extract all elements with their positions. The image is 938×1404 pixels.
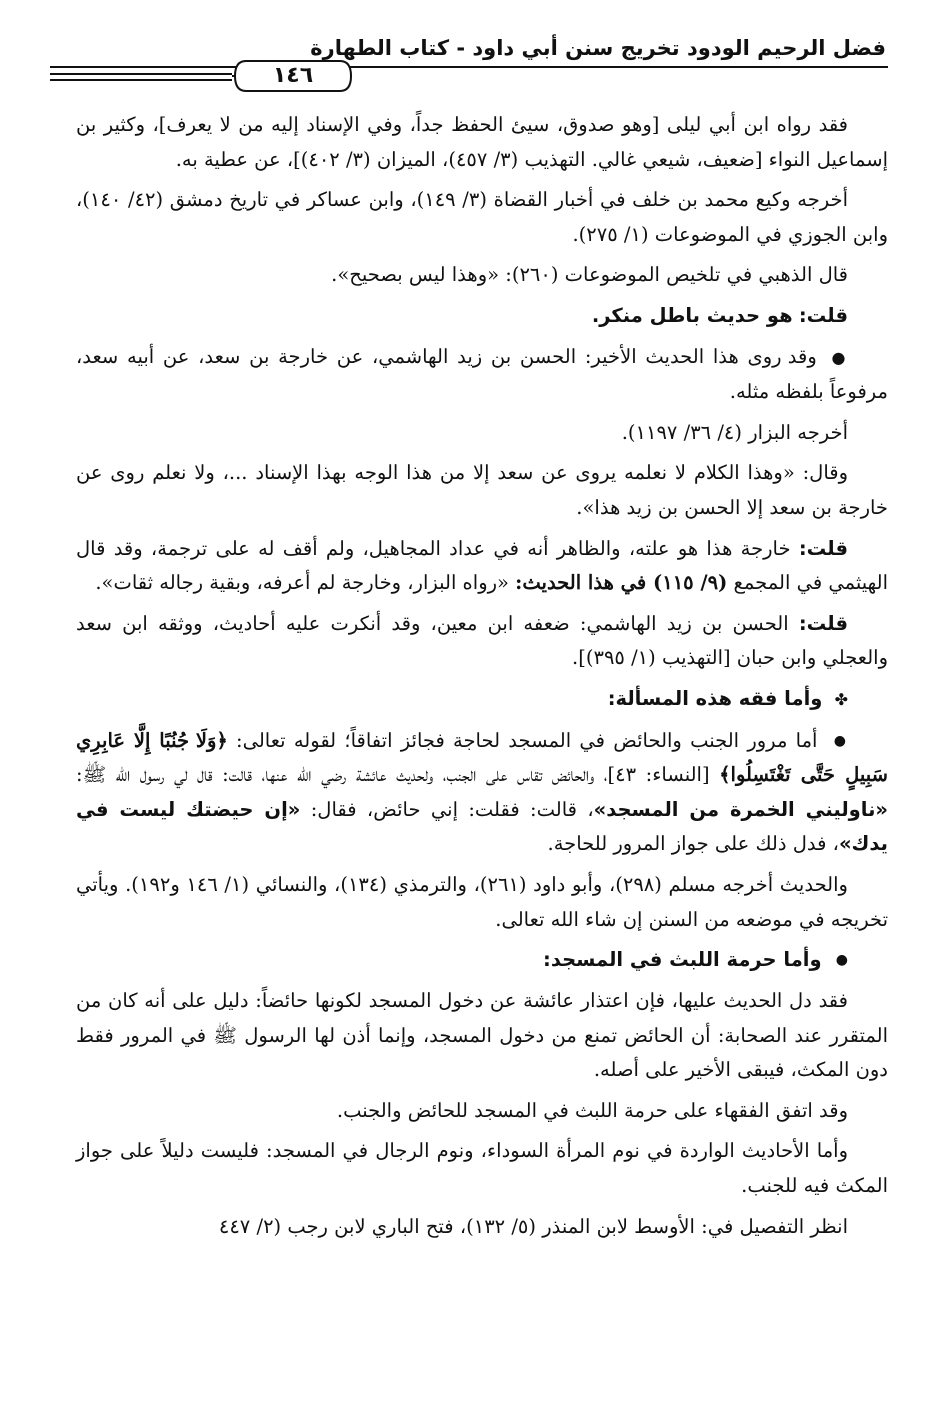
section-heading [76, 682, 888, 718]
note-label: قلت: [798, 303, 848, 327]
paragraph [76, 532, 888, 601]
header-rule [50, 66, 888, 68]
paragraph: أخرجه البزار (٤/ ٣٦/ ١١٩٧). [621, 420, 848, 444]
paragraph-text: وقد روى هذا الحديث الأخير: الحسن بن زيد الهاشمي، عن خارجة بن سعد، عن أبيه سعد، مرفوعاً بلفظه مثله. [76, 344, 888, 404]
section-heading [76, 943, 888, 978]
paragraph [76, 299, 888, 334]
page-body [76, 108, 888, 1250]
paragraph [76, 607, 888, 676]
hadith-text: «ناوليني الخمرة من المسجد» [593, 797, 889, 821]
page-number: ١٤٦ [272, 63, 314, 88]
paragraph-text: ، فدل ذلك على جواز المرور للحاجة. [547, 832, 839, 856]
header-rule-left [50, 73, 232, 75]
paragraph-text: خارجة هذا هو علته، والظاهر أنه في عداد المجاهيل، ولم أقف له على ترجمة، وقد قال الهيثمي في المجمع [76, 536, 888, 595]
page-number-badge [232, 58, 354, 94]
paragraph-text: الحسن بن زيد الهاشمي: ضعفه ابن معين، وقد أنكرت عليه أحاديث، ووثقه ابن سعد والعجلي وابن حبان [التهذيب (١/ ٣٩٥)]. [76, 611, 888, 670]
paragraph: انظر التفصيل في: الأوسط لابن المنذر (٥/ ١٣٢)، فتح الباري لابن رجب (٢/ ٤٤٧ [218, 1214, 848, 1238]
note-label: قلت: [798, 536, 848, 560]
paragraph: قال الذهبي في تلخيص الموضوعات (٢٦٠): «وهذا ليس بصحيح». [331, 263, 848, 287]
bullet-icon: ● [833, 732, 848, 749]
paragraph: أخرجه وكيع محمد بن خلف في أخبار القضاة (٣/ ١٤٩)، وابن عساكر في تاريخ دمشق (٤٢/ ١٤٠)، وابن الجوزي في الموضوعات (١/ ٢٧٥). [76, 188, 888, 246]
running-title: فضل الرحيم الودود تخريج سنن أبي داود - كتاب الطهارة [310, 36, 886, 60]
quran-verse: ﴿وَلَا جُنُبًا إِلَّا عَابِرِي سَبِيلٍ حَتَّى تَغْتَسِلُوا﴾ [76, 728, 888, 787]
bullet-icon: ● [835, 952, 848, 969]
quotation: «رواه البزار، وخارجة لم أعرفه، وبقية رجاله ثقات». [95, 571, 509, 595]
paragraph-text: أما مرور الجنب والحائض في المسجد لحاجة فجائز اتفاقاً؛ لقوله تعالى: [236, 728, 818, 752]
heading-text: وأما فقه هذه المسألة: [607, 686, 823, 710]
paragraph: وأما الأحاديث الواردة في نوم المرأة السوداء، ونوم الرجال في المسجد: فليست دليلاً على جواز المكث فيه للجنب. [76, 1139, 888, 1198]
hadith-text: «إن حيضتك ليست في يدك» [76, 797, 888, 856]
heading-text: وأما حرمة اللبث في المسجد: [543, 948, 822, 972]
paragraph: وقال: «وهذا الكلام لا نعلمه يروى عن سعد إلا من هذا الوجه بهذا الإسناد ...، ولا نعلم روى عن خارجة بن سعد إلا الحسن بن زيد هذا». [76, 461, 888, 519]
flourish-icon: ✤ [834, 689, 848, 709]
paragraph: وقد اتفق الفقهاء على حرمة اللبث في المسجد للحائض والجنب. [336, 1098, 848, 1122]
verdict-text: هو حديث باطل منكر. [591, 303, 793, 327]
paragraph: فقد رواه ابن أبي ليلى [وهو صدوق، سيئ الحفظ جداً، وفي الإسناد إليه من لا يعرف]، وكثير بن إسماعيل النواء [ضعيف، شيعي غالي. التهذيب (٣/ ٤٥٧)، الميزان (٣/ ٤٠٢)]، عن عطية به. [76, 113, 888, 171]
paragraph: والحديث أخرجه مسلم (٢٩٨)، وأبو داود (٢٦١)، والترمذي (١٣٤)، والنسائي (١/ ١٤٦ و١٩٢). ويأتي تخريجه في موضعه من السنن إن شاء الله تعالى. [76, 873, 888, 931]
paragraph [76, 340, 888, 410]
paragraph-text: ، قالت: فقلت: إني حائض، فقال: [310, 797, 594, 821]
paragraph-text: [النساء: ٤٣]، والحائض تقاس على الجنب، ولحديث عائشة رضي الله عنها، قالت: قال لي رسول الله ﷺ: [76, 763, 710, 787]
paragraph [76, 724, 888, 863]
paragraph: فقد دل الحديث عليها، فإن اعتذار عائشة عن دخول المسجد لكونها حائضاً: دليل على أنه كان من المتقرر عند الصحابة: أن الحائض تمنع من دخول المسجد، وإنما أذن لها الرسول ﷺ في المرور فقط دون المكث، فيبقى الأخير على أصله. [76, 989, 888, 1082]
reference: (٩/ ١١٥) في هذا الحديث: [515, 571, 728, 595]
page-header [50, 36, 888, 92]
header-rule-left-double [50, 79, 232, 81]
note-label: قلت: [798, 611, 848, 635]
section-marker-icon: ● [831, 347, 849, 367]
